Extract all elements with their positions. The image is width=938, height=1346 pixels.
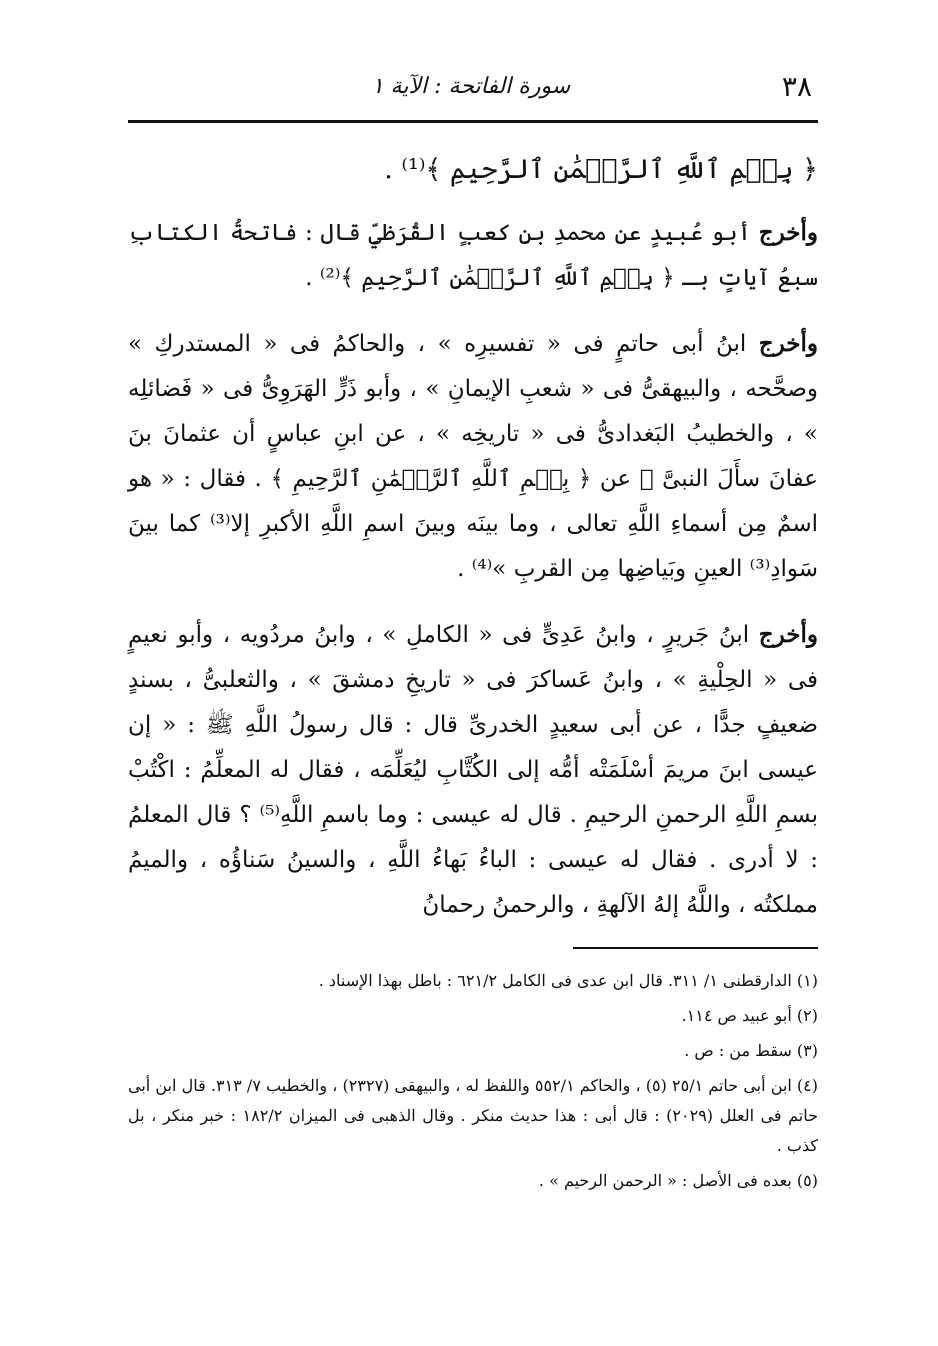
running-title: سورة الفاتحة : الآية ١ xyxy=(371,74,571,99)
page-header xyxy=(128,70,814,110)
main-text xyxy=(128,140,818,948)
paragraph-lead: وأخرج xyxy=(758,330,818,357)
paragraph-lead: وأخرج xyxy=(758,219,818,246)
footnote-rule xyxy=(573,947,818,949)
footnotes xyxy=(128,966,818,1201)
paragraph-3 xyxy=(128,612,818,928)
basmala-line: ﴿ بِسۡمِ ٱللَّهِ ٱلرَّحۡمَٰنِ ٱلرَّحِيمِ ﴾⁽¹⁾ . xyxy=(384,154,818,185)
footnote-2: (٢) أبو عبيد ص ١١٤. xyxy=(681,1006,818,1025)
paragraph-text: أبو عُبيدٍ عن محمدِ بنِ كعبٍ القُرَظيِّ قال : فاتحةُ الكتابِ سبعُ آياتٍ بـ ﴿ بِسۡمِ ٱللَّهِ ٱلرَّحۡمَٰنِ ٱلرَّحِيمِ ﴾⁽²⁾ . xyxy=(128,220,818,291)
paragraph-1 xyxy=(128,210,818,301)
footnote-5: (٥) بعده فى الأصل : « الرحمن الرحيم » . xyxy=(538,1171,818,1190)
page-number: ٣٨ xyxy=(781,70,812,103)
footnote-3: (٣) سقط من : ص . xyxy=(684,1041,818,1060)
paragraph-text: ابنُ جَريرٍ ، وابنُ عَدِىٍّ فى « الكاملِ » ، وابنُ مردُويه ، وأبو نعيمٍ فى « الحِلْيةِ » ، وابنُ عَساكرَ فى « تاريخِ دمشقَ » ، والثعلبىُّ ، بسندٍ ضعيفٍ جدًّا ، عن أبى سعيدٍ الخدرىِّ قال : قال رسولُ اللَّهِ ﷺ : « إن عيسى ابنَ مريمَ أسْلَمَتْه أمُّه إلى الكُتَّابِ ليُعَلِّمَه ، فقال له المعلِّمُ : اكْتُبْ بسمِ اللَّهِ الرحمنِ الرحيمِ . قال له عيسى : وما باسمِ اللَّهِ⁽⁵⁾ ؟ قال المعلمُ : لا أدرى . فقال له عيسى : الباءُ بَهاءُ اللَّهِ ، والسينُ سَناؤُه ، والميمُ مملكتُه ، واللَّهُ إلهُ الآلهةِ ، والرحمنُ رحمانُ xyxy=(128,622,818,918)
footnote-1: (١) الدارقطنى ١/ ٣١١. قال ابن عدى فى الكامل ٦٢١/٢ : باطل بهذا الإسناد . xyxy=(318,971,818,990)
paragraph-2 xyxy=(128,321,818,592)
paragraph-text: ابنُ أبى حاتمٍ فى « تفسيرِه » ، والحاكمُ فى « المستدركِ » وصحَّحه ، والبيهقىُّ فى « شعبِ الإيمانِ » ، وأبو ذَرٍّ الهَرَوِىُّ فى « فَضائلِه » ، والخطيبُ البَغدادىُّ فى « تاريخِه » ، عن ابنِ عباسٍ أن عثمانَ بنَ عفانَ سأَلَ النبىَّ ﷺ عن ﴿ بِسۡمِ ٱللَّهِ ٱلرَّحۡمَٰنِ ٱلرَّحِيمِ ﴾ . فقال : « هو اسمٌ مِن أسماءِ اللَّهِ تعالى ، وما بينَه وبينَ اسمِ اللَّهِ الأكبرِ إلا⁽³⁾ كما بينَ سَوادِ⁽³⁾ العينِ وبَياضِها مِن القربِ »⁽⁴⁾ . xyxy=(128,331,818,582)
header-rule xyxy=(128,120,818,123)
footnote-4: (٤) ابن أبى حاتم ٢٥/١ (٥) ، والحاكم ٥٥٢/١ واللفظ له ، والبيهقى (٢٣٢٧) ، والخطيب ٧/ ٣١٣. قال ابن أبى حاتم فى العلل (٢٠٢٩) : قال أبى : هذا حديث منكر . وقال الذهبى فى الميزان ١٨٢/٢ : خبر منكر ، بل كذب . xyxy=(128,1076,819,1155)
paragraph-lead: وأخرج xyxy=(758,621,818,648)
